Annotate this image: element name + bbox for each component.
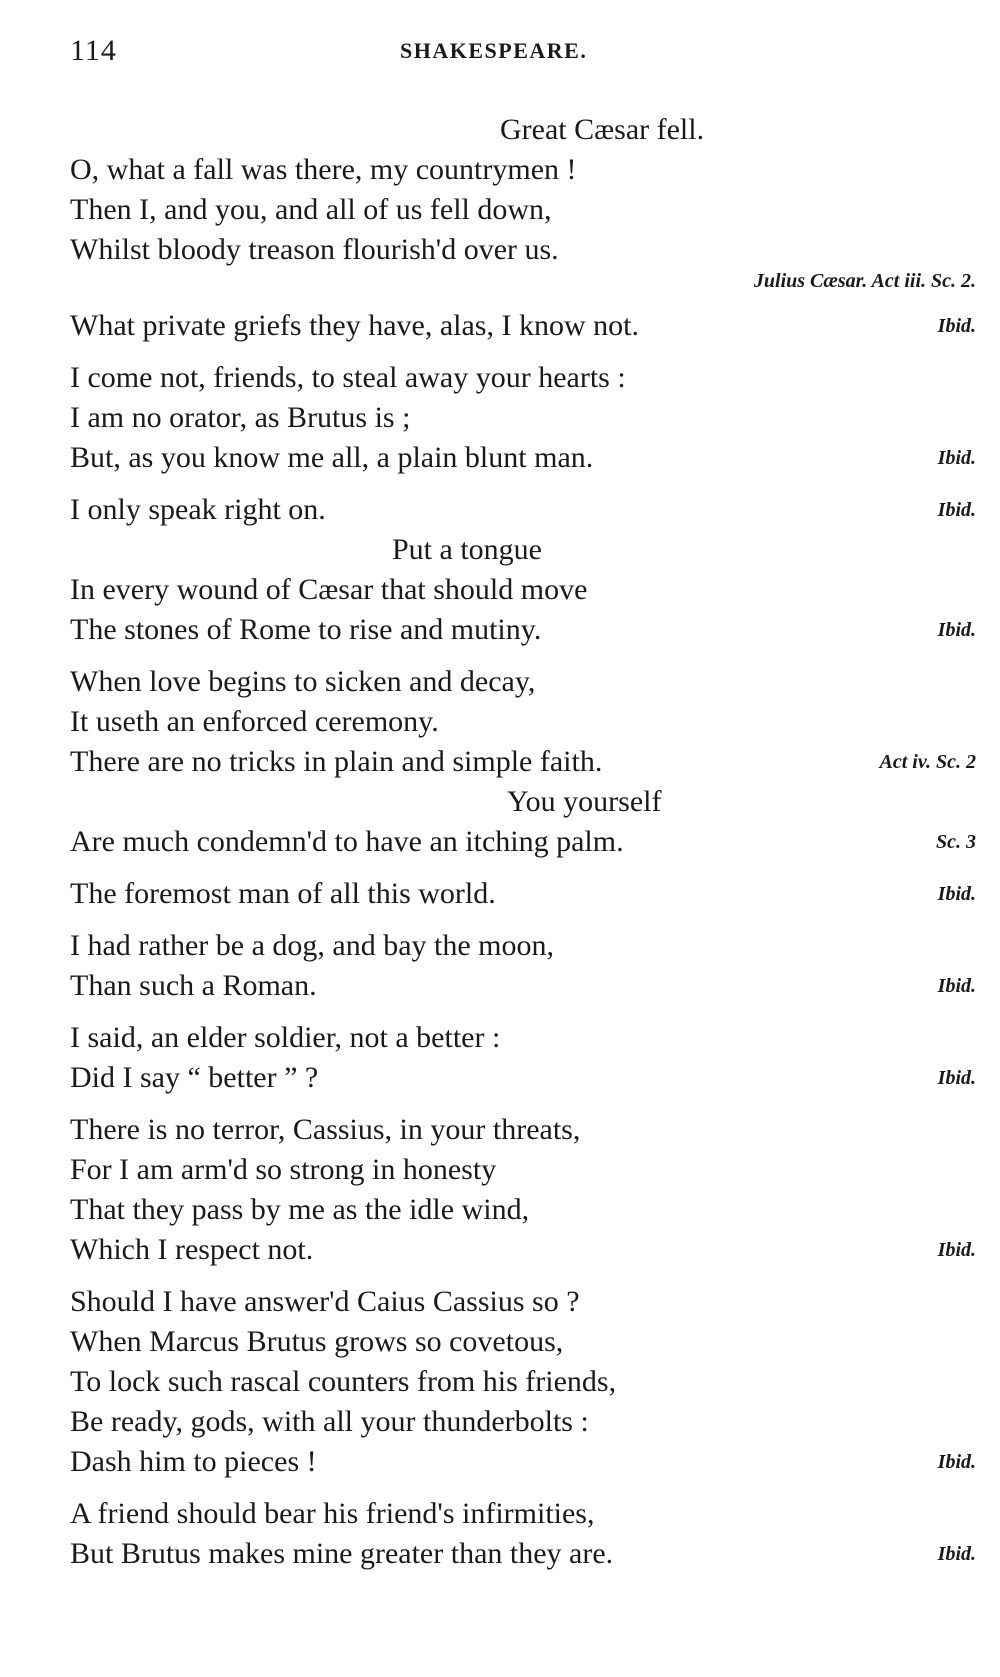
quotation bbox=[70, 1494, 980, 1574]
quotation bbox=[70, 490, 980, 530]
quote-line: I am no orator, as Brutus is ; bbox=[70, 401, 411, 434]
page-header bbox=[70, 34, 950, 74]
quotation bbox=[70, 1282, 980, 1482]
quotations-body bbox=[70, 110, 980, 1586]
quote-line: That they pass by me as the idle wind, bbox=[70, 1193, 530, 1226]
citation: Sc. 3 bbox=[936, 831, 976, 853]
citation: Ibid. bbox=[937, 499, 976, 521]
quote-line: Did I say “ better ” ? bbox=[70, 1061, 319, 1094]
quote-line: O, what a fall was there, my countrymen ! bbox=[70, 153, 577, 186]
citation: Ibid. bbox=[937, 1067, 976, 1089]
quotation bbox=[70, 874, 980, 914]
quote-line: To lock such rascal counters from his friends, bbox=[70, 1365, 617, 1398]
quote-line: I had rather be a dog, and bay the moon, bbox=[70, 929, 554, 962]
quotation bbox=[70, 1018, 980, 1098]
quote-line: When love begins to sicken and decay, bbox=[70, 665, 536, 698]
quote-line: Dash him to pieces ! bbox=[70, 1445, 317, 1478]
quote-line: But Brutus makes mine greater than they are. bbox=[70, 1537, 614, 1570]
quote-line: In every wound of Cæsar that should move bbox=[70, 573, 588, 606]
quote-line: Whilst bloody treason flourish'd over us. bbox=[70, 233, 559, 266]
quote-line: Which I respect not. bbox=[70, 1233, 314, 1266]
citation: Ibid. bbox=[937, 1451, 976, 1473]
quotation bbox=[70, 306, 980, 346]
quote-line: There are no tricks in plain and simple faith. bbox=[70, 745, 603, 778]
quotation bbox=[70, 358, 980, 478]
quote-line: Be ready, gods, with all your thunderbolts : bbox=[70, 1405, 589, 1438]
quote-line: You yourself bbox=[507, 785, 662, 818]
quotation bbox=[70, 926, 980, 1006]
quotation bbox=[70, 662, 980, 782]
quote-line: A friend should bear his friend's infirmities, bbox=[70, 1497, 595, 1530]
quote-line: Then I, and you, and all of us fell down, bbox=[70, 193, 552, 226]
quote-line: The stones of Rome to rise and mutiny. bbox=[70, 613, 542, 646]
quote-line: Put a tongue bbox=[392, 533, 542, 566]
quote-line: I said, an elder soldier, not a better : bbox=[70, 1021, 501, 1054]
quote-line: There is no terror, Cassius, in your threats, bbox=[70, 1113, 581, 1146]
quotation bbox=[70, 530, 980, 650]
quote-line: What private griefs they have, alas, I know not. bbox=[70, 309, 639, 342]
citation: Ibid. bbox=[937, 1543, 976, 1565]
quote-line: When Marcus Brutus grows so covetous, bbox=[70, 1325, 564, 1358]
quote-line: I only speak right on. bbox=[70, 493, 326, 526]
quote-line: It useth an enforced ceremony. bbox=[70, 705, 439, 738]
citation: Ibid. bbox=[937, 1239, 976, 1261]
quote-line: Than such a Roman. bbox=[70, 969, 317, 1002]
page-number: 114 bbox=[70, 34, 117, 67]
quote-line: But, as you know me all, a plain blunt man. bbox=[70, 441, 594, 474]
quotation bbox=[70, 110, 980, 294]
citation: Ibid. bbox=[937, 975, 976, 997]
citation: Ibid. bbox=[937, 883, 976, 905]
quote-line: Great Cæsar fell. bbox=[500, 113, 705, 146]
running-head: SHAKESPEARE. bbox=[400, 38, 588, 63]
quotation bbox=[70, 1110, 980, 1270]
citation: Julius Cæsar. Act iii. Sc. 2. bbox=[753, 270, 976, 292]
citation: Ibid. bbox=[937, 315, 976, 337]
quote-line: For I am arm'd so strong in honesty bbox=[70, 1153, 497, 1186]
citation: Ibid. bbox=[937, 447, 976, 469]
quote-line: Are much condemn'd to have an itching palm. bbox=[70, 825, 624, 858]
citation: Act iv. Sc. 2 bbox=[879, 751, 976, 773]
quotation bbox=[70, 782, 980, 862]
quote-line: Should I have answer'd Caius Cassius so ? bbox=[70, 1285, 580, 1318]
quote-line: I come not, friends, to steal away your hearts : bbox=[70, 361, 626, 394]
citation: Ibid. bbox=[937, 619, 976, 641]
quote-line: The foremost man of all this world. bbox=[70, 877, 496, 910]
